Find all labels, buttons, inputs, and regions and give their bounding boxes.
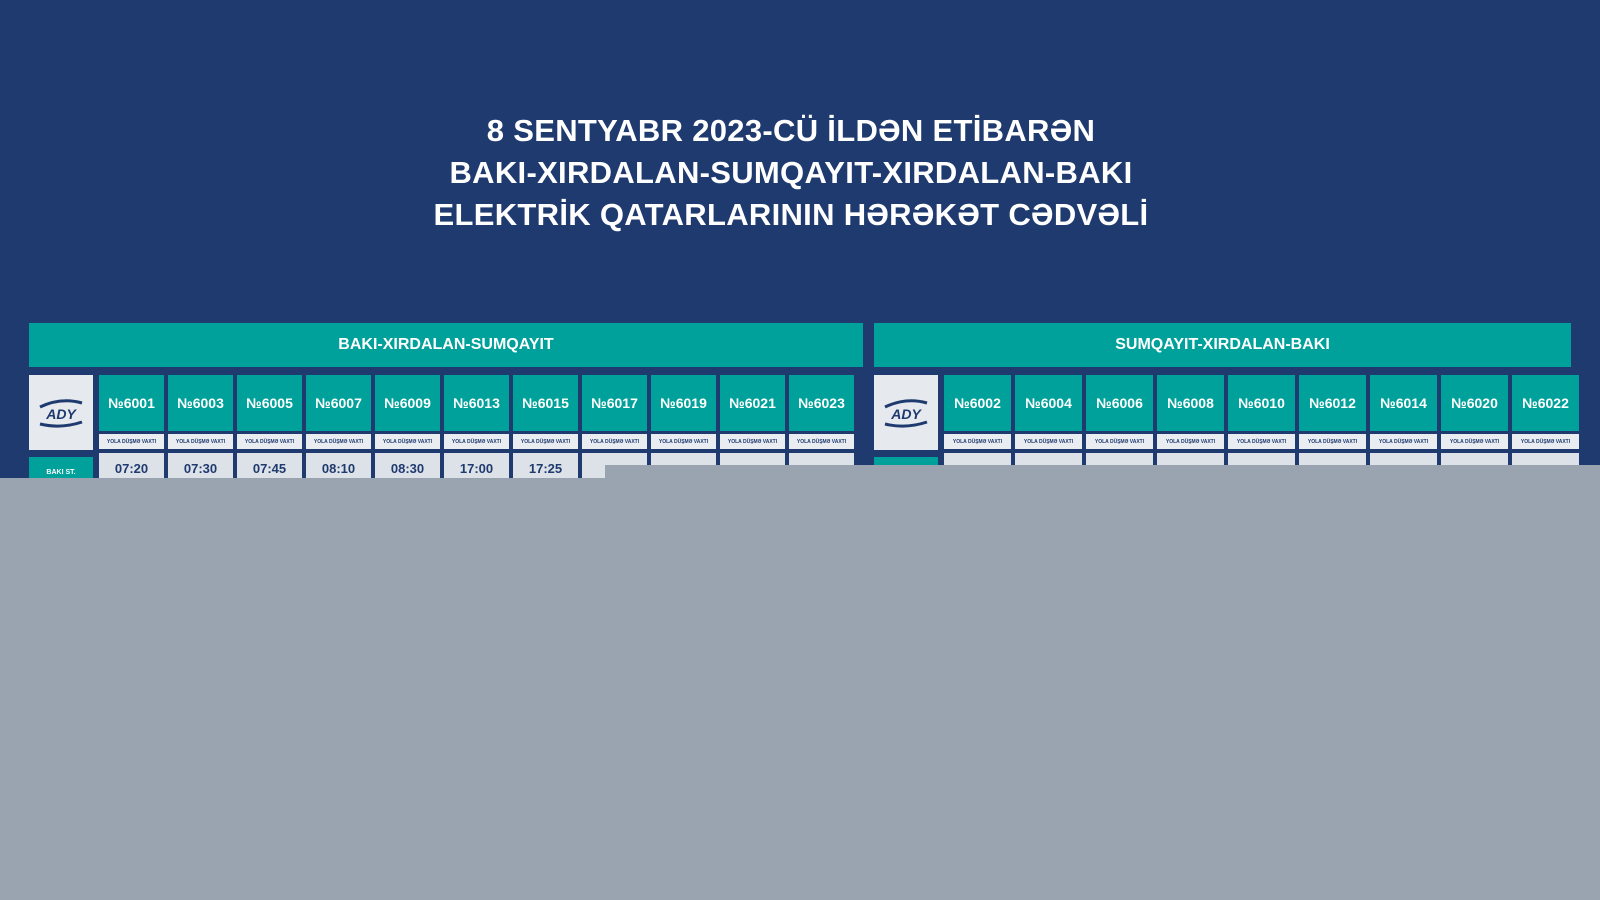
departure-time-label: YOLA DÜŞMƏ VAXTI: [99, 434, 164, 449]
train-number: №6008: [1157, 375, 1224, 431]
departure-time-label: YOLA DÜŞMƏ VAXTI: [1086, 434, 1153, 449]
loading-overlay: [0, 478, 1600, 900]
train-number: №6019: [651, 375, 716, 431]
train-number: №6010: [1228, 375, 1295, 431]
title-line-3: ELEKTRİK QATARLARININ HƏRƏKƏT CƏDVƏLİ: [433, 197, 1149, 232]
train-column: [306, 375, 371, 483]
train-number: №6020: [1441, 375, 1508, 431]
departure-time-label: YOLA DÜŞMƏ VAXTI: [1299, 434, 1366, 449]
page-title: [0, 110, 1582, 236]
train-column: [237, 375, 302, 483]
train-column: [444, 375, 509, 483]
train-number: №6023: [789, 375, 854, 431]
train-number: №6014: [1370, 375, 1437, 431]
panel-header-right: SUMQAYIT-XIRDALAN-BAKI: [874, 323, 1571, 367]
train-number: №6015: [513, 375, 578, 431]
departure-time-label: YOLA DÜŞMƏ VAXTI: [513, 434, 578, 449]
departure-time-label: YOLA DÜŞMƏ VAXTI: [789, 434, 854, 449]
departure-time: 17:00: [444, 453, 509, 483]
departure-time: 08:30: [375, 453, 440, 483]
train-number: №6003: [168, 375, 233, 431]
train-number: №6001: [99, 375, 164, 431]
departure-time: 07:20: [99, 453, 164, 483]
departure-time-label: YOLA DÜŞMƏ VAXTI: [168, 434, 233, 449]
train-number: №6012: [1299, 375, 1366, 431]
train-column: [513, 375, 578, 483]
ady-logo-icon: [29, 375, 93, 450]
departure-time-label: YOLA DÜŞMƏ VAXTI: [237, 434, 302, 449]
panel-sumqayit-xirdalan-baki: [874, 323, 1571, 445]
station-label: BAKI ST.: [29, 457, 93, 487]
train-column: [168, 375, 233, 483]
departure-time: 08:10: [306, 453, 371, 483]
departure-time-label: YOLA DÜŞMƏ VAXTI: [306, 434, 371, 449]
title-line-2: BAKI-XIRDALAN-SUMQAYIT-XIRDALAN-BAKI: [449, 155, 1133, 190]
train-number: №6009: [375, 375, 440, 431]
train-column: [375, 375, 440, 483]
departure-time-label: YOLA DÜŞMƏ VAXTI: [944, 434, 1011, 449]
departure-time-label: YOLA DÜŞMƏ VAXTI: [1370, 434, 1437, 449]
train-number: №6017: [582, 375, 647, 431]
ady-logo-icon: [874, 375, 938, 450]
train-number: №6021: [720, 375, 785, 431]
departure-time-label: YOLA DÜŞMƏ VAXTI: [1015, 434, 1082, 449]
departure-time-label: YOLA DÜŞMƏ VAXTI: [582, 434, 647, 449]
departure-time-label: YOLA DÜŞMƏ VAXTI: [1441, 434, 1508, 449]
title-line-1: 8 SENTYABR 2023-CÜ İLDƏN ETİBARƏN: [486, 113, 1096, 148]
departure-time-label: YOLA DÜŞMƏ VAXTI: [720, 434, 785, 449]
departure-time-label: YOLA DÜŞMƏ VAXTI: [651, 434, 716, 449]
departure-time-label: YOLA DÜŞMƏ VAXTI: [1512, 434, 1579, 449]
departure-time-label: YOLA DÜŞMƏ VAXTI: [1228, 434, 1295, 449]
train-number: №6005: [237, 375, 302, 431]
departure-time-label: YOLA DÜŞMƏ VAXTI: [375, 434, 440, 449]
departure-time-label: YOLA DÜŞMƏ VAXTI: [444, 434, 509, 449]
train-number: №6006: [1086, 375, 1153, 431]
train-number: №6013: [444, 375, 509, 431]
train-number: №6007: [306, 375, 371, 431]
train-column: [99, 375, 164, 483]
loading-overlay-edge: [605, 465, 1600, 479]
departure-time: 07:30: [168, 453, 233, 483]
train-number: №6022: [1512, 375, 1579, 431]
logo-text: ADY: [46, 405, 76, 422]
train-number: №6004: [1015, 375, 1082, 431]
panel-header-left: BAKI-XIRDALAN-SUMQAYIT: [29, 323, 863, 367]
departure-time: 17:25: [513, 453, 578, 483]
departure-time-label: YOLA DÜŞMƏ VAXTI: [1157, 434, 1224, 449]
train-number: №6002: [944, 375, 1011, 431]
departure-time: 07:45: [237, 453, 302, 483]
logo-text: ADY: [891, 405, 921, 422]
panel-baki-xirdalan-sumqayit: [29, 323, 863, 476]
